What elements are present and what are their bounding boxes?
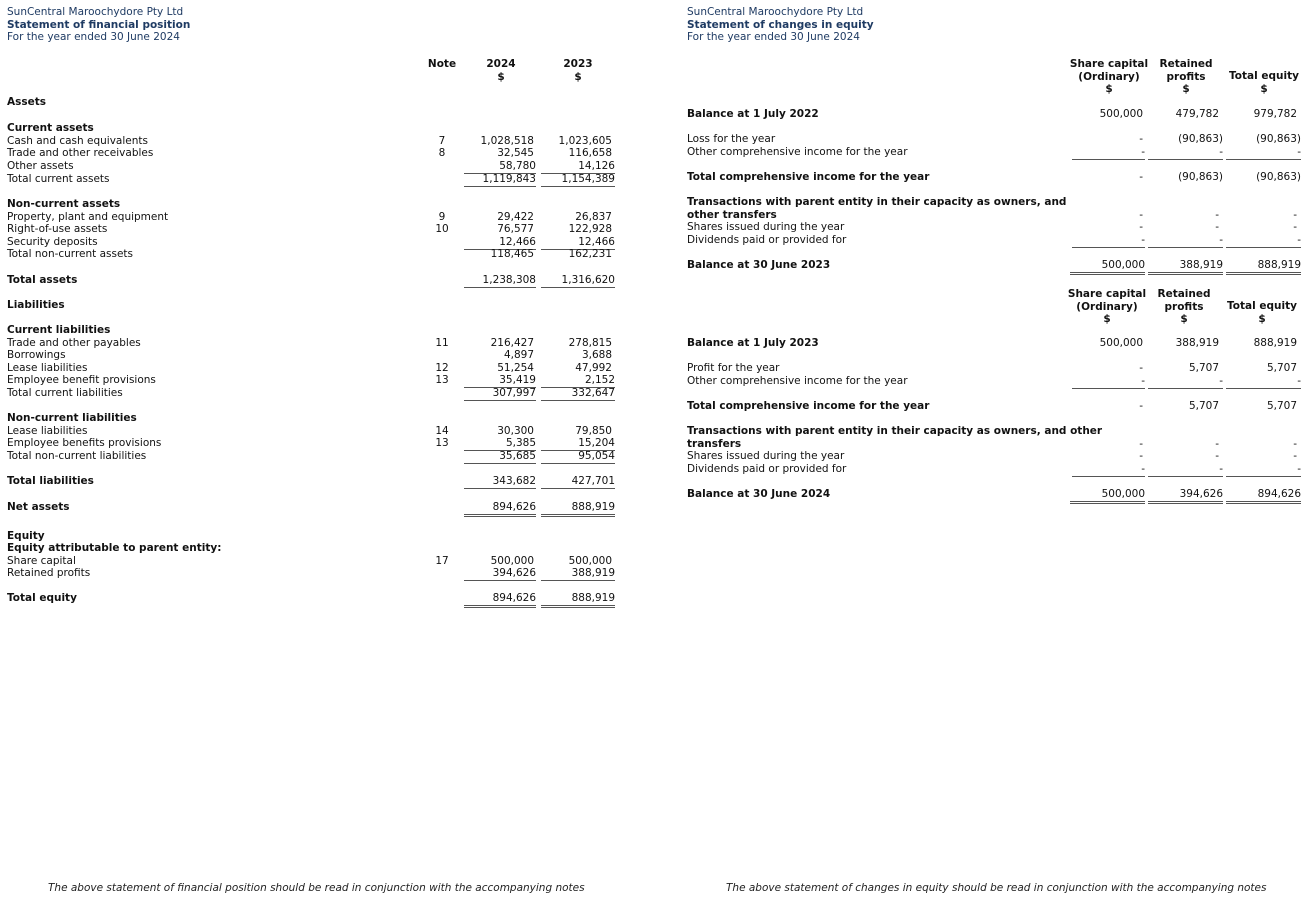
share-capital-value: - [1139,450,1143,462]
section-heading: Assets [7,96,47,108]
retained-value: 5,707 [1188,362,1219,374]
table-row [680,108,1308,121]
value-2023: 116,658 [568,147,612,159]
total-row [0,274,640,287]
retained-value: - [1215,438,1219,450]
row-label: Total non-current liabilities [7,450,147,462]
total-row [0,501,640,514]
value-2023: 1,023,605 [558,135,612,147]
col-retained-header: Retained profits $ [1157,288,1211,325]
value-2023: 888,919 [541,592,615,608]
total-equity-value: 894,626 [1226,488,1301,504]
note-ref: 13 [435,437,449,449]
retained-value: - [1215,450,1219,462]
row-label: Dividends paid or provided for [687,234,847,246]
table-row [680,463,1308,476]
total-equity-value: - [1293,209,1297,221]
value-2024: 51,254 [497,362,534,374]
statement-period: For the year ended 30 June 2024 [687,31,860,44]
value-2024: 1,028,518 [480,135,534,147]
total-equity-value: - [1226,375,1301,389]
value-2024: 500,000 [490,555,534,567]
table-row [680,375,1308,388]
value-2023: 332,647 [541,387,615,401]
share-capital-value: - [1072,234,1145,248]
subtotal-row [0,387,640,400]
total-row [680,259,1308,272]
subtotal-row [0,450,640,463]
value-2023: 427,701 [541,475,615,489]
row-label: Share capital [7,555,76,567]
retained-value: (90,863) [1178,133,1223,145]
value-2023: 3,688 [581,349,612,361]
table-row [680,337,1308,350]
row-label: Other comprehensive income for the year [687,375,908,387]
value-2023: 162,231 [568,248,612,260]
note-ref: 13 [435,374,449,386]
row-label: Trade and other receivables [7,147,154,159]
retained-value: - [1148,234,1223,248]
table-row [680,400,1308,413]
retained-value: - [1215,209,1219,221]
total-equity-value: 5,707 [1266,362,1297,374]
table-row [0,160,640,173]
section-heading: Equity [7,530,45,542]
value-2024: 32,545 [497,147,534,159]
retained-value: 394,626 [1148,488,1223,504]
value-2024: 58,780 [464,160,536,174]
note-ref: 11 [435,337,449,349]
company-name: SunCentral Maroochydore Pty Ltd [7,6,184,18]
row-label: Total non-current assets [7,248,134,260]
row-label: transfers [687,438,742,450]
total-equity-value: - [1226,234,1301,248]
share-capital-value: - [1139,400,1143,412]
row-label: Right-of-use assets [7,223,108,235]
section-heading: Liabilities [7,299,65,311]
row-label: Loss for the year [687,133,776,145]
statement-period: For the year ended 30 June 2024 [7,31,180,44]
row-label: Total assets [7,274,78,286]
value-2024: 1,238,308 [464,274,536,288]
note-ref: 10 [435,223,449,235]
retained-value: (90,863) [1178,171,1223,183]
note-ref: 12 [435,362,449,374]
page-header [7,6,190,44]
value-2023: 1,316,620 [541,274,615,288]
total-equity-value: 888,919 [1253,337,1297,349]
row-label: Trade and other payables [7,337,141,349]
row-label: Balance at 30 June 2023 [687,259,831,271]
value-2024: 394,626 [464,567,536,581]
row-label: Profit for the year [687,362,780,374]
footer-note: The above statement of changes in equity should be read in conjunction with the accompanying notes [726,882,1267,894]
value-2024: 5,385 [464,437,536,451]
retained-value: - [1148,463,1223,477]
row-label: Total comprehensive income for the year [687,171,930,183]
footer-note: The above statement of financial position should be read in conjunction with the accompanying notes [48,882,585,894]
section-heading: Transactions with parent entity in their capacity as owners, and other [687,425,1103,437]
row-label: Employee benefit provisions [7,374,156,386]
subtotal-row [0,173,640,186]
row-label: Borrowings [7,349,66,361]
subtotal-row [0,248,640,261]
value-2024: 118,465 [490,248,534,260]
value-2023: 26,837 [575,211,612,223]
col-share-capital-header: Share capital (Ordinary) $ [1069,58,1149,95]
value-2024: 1,119,843 [464,173,536,187]
total-equity-value: 5,707 [1266,400,1297,412]
table-row [0,567,640,580]
statement-title: Statement of changes in equity [687,18,874,31]
retained-value: - [1148,146,1223,160]
value-2024: 12,466 [464,236,536,250]
retained-value: - [1215,221,1219,233]
page-header [687,6,874,44]
value-2024: 4,897 [503,349,534,361]
value-2023: 79,850 [575,425,612,437]
value-2024: 35,685 [464,450,536,464]
share-capital-value: - [1072,463,1145,477]
col-retained-header: Retained profits $ [1159,58,1213,95]
row-label: Dividends paid or provided for [687,463,847,475]
row-label: Lease liabilities [7,362,88,374]
row-label: Balance at 1 July 2022 [687,108,819,120]
share-capital-value: - [1139,171,1143,183]
section-heading: Current liabilities [7,324,111,336]
section-heading: Current assets [7,122,94,134]
value-2023: 888,919 [541,501,615,517]
row-label: Total current liabilities [7,387,123,399]
value-2024: 307,997 [464,387,536,401]
section-heading: Non-current assets [7,198,121,210]
section-heading: Equity attributable to parent entity: [7,542,222,554]
row-label: Property, plant and equipment [7,211,169,223]
value-2024: 35,419 [464,374,536,388]
col-note-header: Note [427,58,457,70]
total-equity-value: - [1226,463,1301,477]
value-2023: 388,919 [541,567,615,581]
note-ref: 7 [438,135,446,147]
table-row [680,450,1308,463]
row-label: Cash and cash equivalents [7,135,148,147]
row-label: Retained profits [7,567,91,579]
col-2024-currency: $ [497,71,505,83]
value-2023: 95,054 [541,450,615,464]
statement-title: Statement of financial position [7,18,191,31]
row-label: Shares issued during the year [687,221,845,233]
section-heading: Transactions with parent entity in their capacity as owners, and [687,196,1067,208]
table-row [680,146,1308,159]
total-equity-value: - [1293,221,1297,233]
row-label: Total equity [7,592,77,604]
table-row [680,234,1308,247]
row-label: Employee benefits provisions [7,437,162,449]
value-2023: 500,000 [568,555,612,567]
retained-value: 388,919 [1175,337,1219,349]
value-2023: 2,152 [541,374,615,388]
col-total-equity-header: Total equity $ [1229,70,1299,95]
retained-value: 5,707 [1188,400,1219,412]
row-label: Shares issued during the year [687,450,845,462]
retained-value: 388,919 [1148,259,1223,275]
col-2023-currency: $ [574,71,582,83]
total-row [680,488,1308,501]
value-2024: 343,682 [464,475,536,489]
share-capital-value: - [1139,133,1143,145]
total-equity-value: - [1226,146,1301,160]
total-row [0,592,640,605]
table-row [680,133,1308,146]
value-2023: 47,992 [575,362,612,374]
table-row [680,362,1308,375]
table-row [0,223,640,236]
share-capital-value: - [1139,362,1143,374]
row-label: Total liabilities [7,475,94,487]
share-capital-value: 500,000 [1099,337,1143,349]
value-2024: 216,427 [490,337,534,349]
total-equity-value: (90,863) [1256,171,1301,183]
share-capital-value: - [1072,146,1145,160]
col-share-capital-header: Share capital (Ordinary) $ [1067,288,1147,325]
share-capital-value: - [1139,221,1143,233]
value-2024: 30,300 [497,425,534,437]
share-capital-value: - [1139,209,1143,221]
total-equity-value: - [1293,438,1297,450]
value-2023: 15,204 [541,437,615,451]
row-label: other transfers [687,209,777,221]
row-label: Total current assets [7,173,110,185]
value-2023: 1,154,389 [541,173,615,187]
note-ref: 9 [438,211,446,223]
value-2023: 278,815 [568,337,612,349]
row-label: Total comprehensive income for the year [687,400,930,412]
company-name: SunCentral Maroochydore Pty Ltd [687,6,864,18]
value-2023: 122,928 [568,223,612,235]
total-equity-value: - [1293,450,1297,462]
row-label: Balance at 1 July 2023 [687,337,819,349]
row-label: Other comprehensive income for the year [687,146,908,158]
row-label: Lease liabilities [7,425,88,437]
value-2024: 76,577 [497,223,534,235]
col-total-equity-header: Total equity $ [1227,300,1297,325]
row-label: Net assets [7,501,70,513]
section-heading: Non-current liabilities [7,412,137,424]
row-label: Balance at 30 June 2024 [687,488,831,500]
retained-value: - [1148,375,1223,389]
total-equity-value: 888,919 [1226,259,1301,275]
share-capital-value: - [1139,438,1143,450]
share-capital-value: 500,000 [1070,259,1145,275]
table-row [0,374,640,387]
retained-value: 479,782 [1175,108,1219,120]
share-capital-value: 500,000 [1099,108,1143,120]
value-2024: 894,626 [464,501,536,517]
note-ref: 8 [438,147,446,159]
total-equity-value: 979,782 [1253,108,1297,120]
share-capital-value: - [1072,375,1145,389]
value-2024: 29,422 [497,211,534,223]
note-ref: 14 [435,425,449,437]
table-row [0,147,640,160]
table-row [0,349,640,362]
value-2024: 894,626 [464,592,536,608]
table-row [680,221,1308,234]
note-ref: 17 [435,555,449,567]
value-2023: 14,126 [541,160,615,174]
col-2024-header: 2024 [486,58,516,70]
value-2023: 12,466 [541,236,615,250]
total-row [0,475,640,488]
col-2023-header: 2023 [563,58,593,70]
table-row [680,171,1308,184]
total-equity-value: (90,863) [1256,133,1301,145]
share-capital-value: 500,000 [1070,488,1145,504]
row-label: Security deposits [7,236,98,248]
table-row [0,437,640,450]
row-label: Other assets [7,160,74,172]
